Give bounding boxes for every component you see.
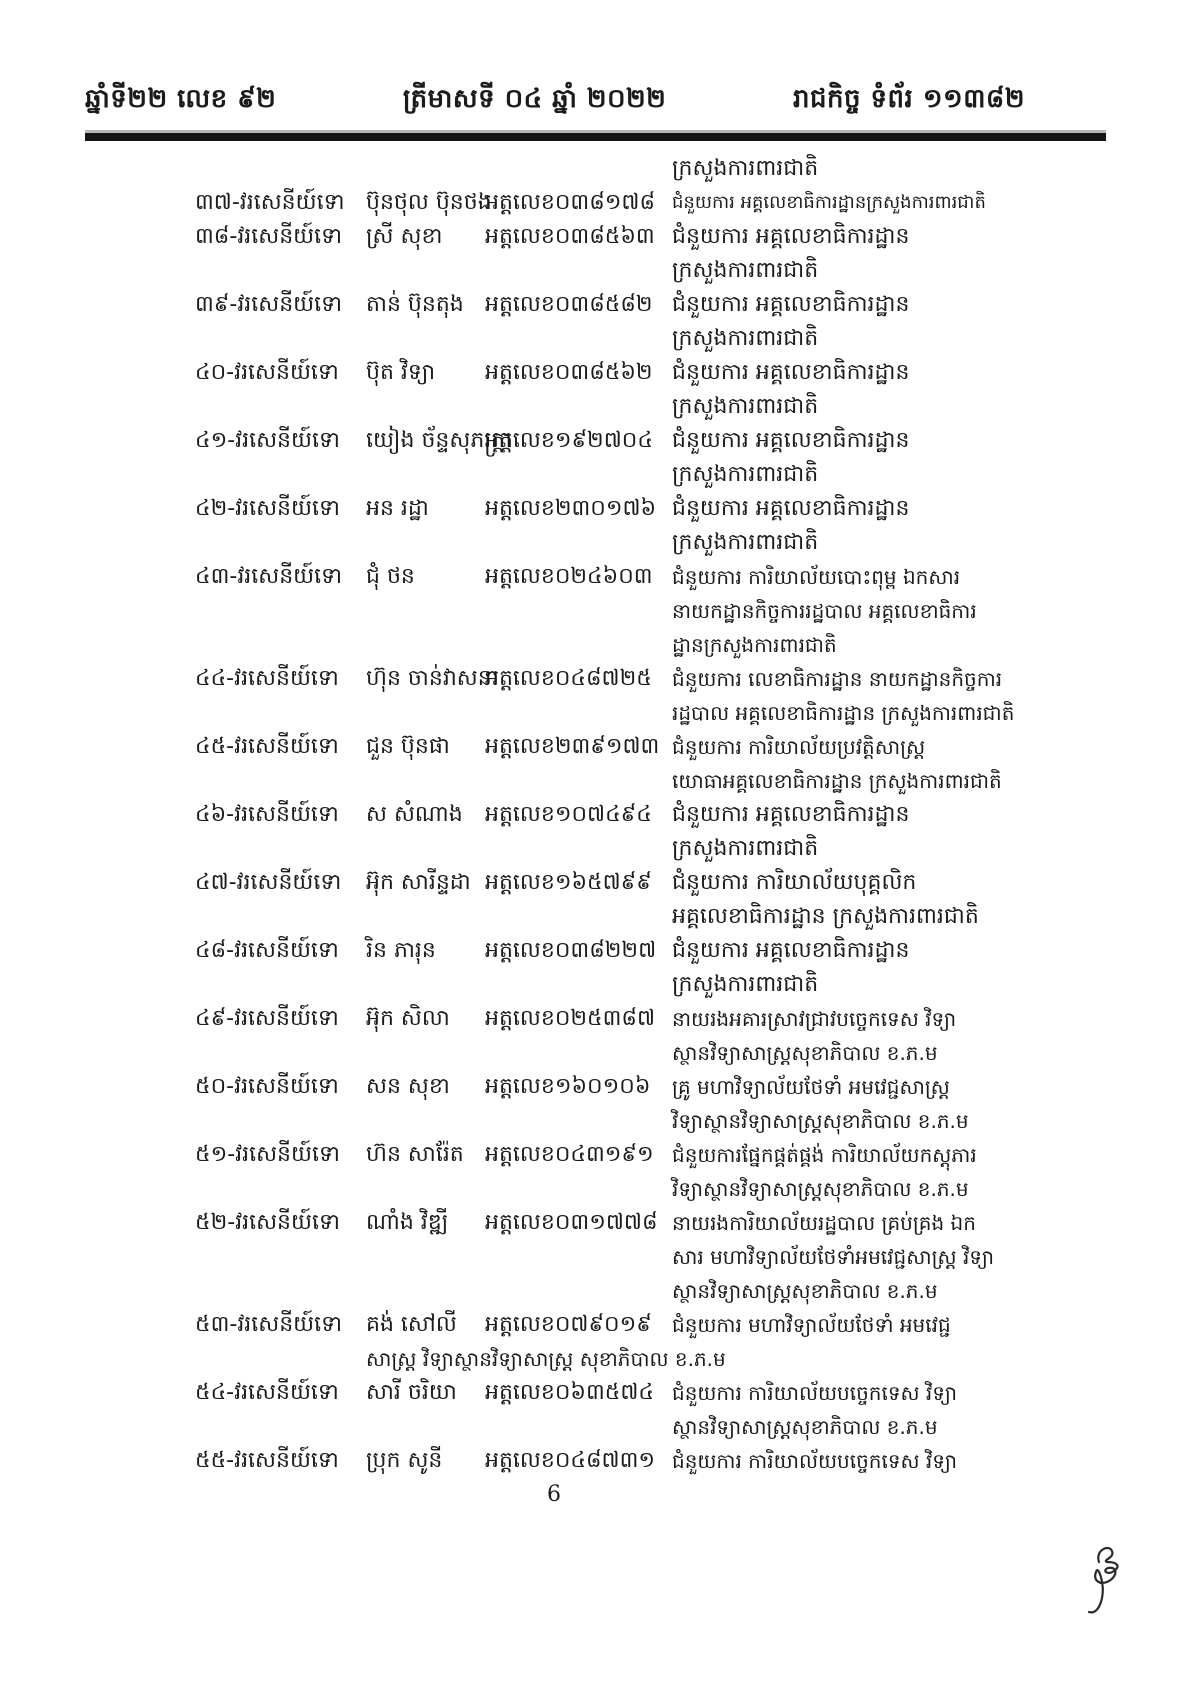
entry-id: អត្តលេខ០៧៩០១៩ [485,1312,652,1337]
entry-description-line: ក្រសួងការពារជាតិ [672,394,819,419]
entry-rank: ៥៤-វរសេនីយ៍ទោ [195,1380,339,1405]
entry-name: ជួន ប៊ុនផា [366,734,450,759]
table-row [195,356,1025,424]
entry-description-line: ស្ថានវិទ្យាសាស្ត្រសុខាភិបាល ខ.ភ.ម [672,1041,938,1065]
entry-description [672,424,1025,492]
entry-description-line: ជំនួយការ ការិយាល័យបច្ចេកទេស វិទ្យា [672,1381,957,1405]
entry-rank: ៤៨-វរសេនីយ៍ទោ [195,938,339,963]
table-row [195,1308,1025,1376]
entry-id: អត្តលេខ០៣៨៥៨២ [485,292,653,317]
entry-description [672,1138,1025,1206]
entry-name: ហ៊ុន ចាន់វាសនា [366,666,499,691]
entry-description-line: ស្ថានវិទ្យាសាស្ត្រសុខាភិបាល ខ.ភ.ម [672,1279,938,1303]
page-number: 6 [547,1482,561,1507]
entries-section [195,152,1025,1512]
entry-rank: ៤៤-វរសេនីយ៍ទោ [195,666,339,691]
entry-description-line: អគ្គលេខាធិការដ្ឋាន ក្រសួងការពារជាតិ [672,904,979,929]
entry-id: អត្តលេខ០៣៨២២៧ [485,938,657,963]
continuation-line: ក្រសួងការពារជាតិ [672,156,819,181]
header-gazette-page: រាជកិច្ច ទំព័រ ១១៣៨២ [792,84,1025,114]
signature-mark [1069,1540,1133,1624]
entry-id: អត្តលេខ១៩២៧០៤ [485,428,653,453]
entry-rank: ៥៥-វរសេនីយ៍ទោ [195,1448,339,1473]
header-year-issue: ឆ្នាំទី២២ លេខ ៩២ [85,84,277,114]
entry-name: អ៊ុក សិលា [366,1006,450,1031]
entry-rank: ៣៨-វរសេនីយ៍ទោ [195,224,343,249]
entry-name: ណាំង វិឌ្ឍី [366,1210,449,1235]
entry-description [672,866,1025,934]
entry-description-line: ក្រសួងការពារជាតិ [672,258,819,283]
table-row [195,186,1025,220]
entry-rank: ៤២-វរសេនីយ៍ទោ [195,496,340,521]
entry-description-line: នាយរងការិយាល័យរដ្ឋបាល គ្រប់គ្រង ឯក [672,1211,976,1235]
entry-name: ប៊ុត វិទ្យា [366,360,436,385]
table-row [195,424,1025,492]
entry-description [672,934,1025,1002]
table-row [195,492,1025,560]
entry-description [672,492,1025,560]
entry-description [672,1376,1025,1444]
entry-rank: ៤៧-វរសេនីយ៍ទោ [195,870,342,895]
entry-description [672,1206,1025,1308]
entry-name: អ៊ុក សារីន្ទដា [366,870,471,895]
entry-rank: ៤៥-វរសេនីយ៍ទោ [195,734,339,759]
table-row [195,730,1025,798]
entry-name: ស្រី សុខា [366,224,443,249]
entry-description [672,730,1025,798]
entry-description-line: ក្រសួងការពារជាតិ [672,836,819,861]
table-row [195,1206,1025,1308]
header-quarter-year: ត្រីមាសទី ០៤ ឆ្នាំ ២០២២ [402,84,667,114]
entry-description-line: ជំនួយការ ការិយាល័យប្រវត្តិសាស្ត្រ [672,735,926,759]
entry-description [672,560,1025,662]
table-row [195,934,1025,1002]
table-row [195,1376,1025,1444]
entry-id: អត្តលេខ២៣០១៧៦ [485,496,657,521]
entry-description-line: ជំនួយការ ការិយាល័យបច្ចេកទេស វិទ្យា [672,1449,957,1473]
entry-id: អត្តលេខ១០៧៤៩៤ [485,802,652,827]
entry-description-line: ក្រសួងការពារជាតិ [672,972,819,997]
entry-description-line: ជំនួយការ មហាវិទ្យាល័យថែទាំ អមវេជ្ជ [672,1313,951,1337]
entry-description-line: ដ្ឋានក្រសួងការពារជាតិ [672,633,837,657]
table-row [195,1070,1025,1138]
entry-description-line: ជំនួយការ អគ្គលេខាធិការដ្ឋាន [672,428,910,453]
entry-name: តាន់ ប៊ុនតុង [366,292,464,317]
entry-description [672,662,1025,730]
entry-description-line: ក្រសួងការពារជាតិ [672,462,819,487]
entry-id: អត្តលេខ២៣៩១៧៣ [485,734,660,759]
entry-name: ជុំ ថន [366,564,415,589]
entry-description [672,1002,1025,1070]
entry-description-line: យោធាអគ្គលេខាធិការដ្ឋាន ក្រសួងការពារជាតិ [672,769,1002,793]
entry-description [672,220,1025,288]
entry-rank: ៣៧-វរសេនីយ៍ទោ [195,190,345,215]
table-row [195,1002,1025,1070]
entry-id: អត្តលេខ០៣៨៥៦៣ [485,224,655,249]
entry-rank: ៤១-វរសេនីយ៍ទោ [195,428,340,453]
header-rule [85,130,1106,141]
entry-name: គង់ សៅលី [366,1312,457,1337]
entry-description-line: ជំនួយការ អគ្គលេខាធិការដ្ឋានក្រសួងការពារជាតិ [672,192,986,213]
entry-description [672,1070,1025,1138]
entry-name: ហ៊ន សារ៉ែត [366,1142,464,1167]
entry-id: អត្តលេខ១៦៥៧៩៩ [485,870,652,895]
entry-name: សន សុខា [366,1074,450,1099]
entry-description-line: ជំនួយការ អគ្គលេខាធិការដ្ឋាន [672,496,910,521]
entry-rank: ៤៣-វរសេនីយ៍ទោ [195,564,343,589]
entry-rank: ៤៩-វរសេនីយ៍ទោ [195,1006,339,1031]
entry-rank: ៥២-វរសេនីយ៍ទោ [195,1210,340,1235]
entry-rank: ៥៣-វរសេនីយ៍ទោ [195,1312,343,1337]
entry-id: អត្តលេខ០៣១៧៧៨ [485,1210,658,1235]
entry-name: ប្រុក សូនី [366,1448,443,1473]
entry-name: រិន ភារុន [366,938,436,963]
page-header [85,82,1025,120]
entries-list [195,186,1025,1478]
entry-name: ប៊ុនថុល ប៊ុនថង [366,190,492,215]
entry-name: អន រដ្ឋា [366,496,429,521]
entry-id: អត្តលេខ០២៥៣៨៧ [485,1006,656,1031]
entry-description [672,356,1025,424]
entry-description-line: ជំនួយការ អគ្គលេខាធិការដ្ឋាន [672,802,910,827]
table-row [195,1444,1025,1478]
table-row [195,662,1025,730]
entry-description-line: ជំនួយការ ការិយាល័យបុគ្គលិក [672,870,917,895]
entry-rank: ៣៩-វរសេនីយ៍ទោ [195,292,343,317]
entry-description-line: វិទ្យាស្ថានវិទ្យាសាស្ត្រសុខាភិបាល ខ.ភ.ម [672,1109,969,1133]
entry-description-line: ជំនួយការ អគ្គលេខាធិការដ្ឋាន [672,938,910,963]
entry-id: អត្តលេខ០២៤៦០៣ [485,564,653,589]
entry-rank: ៥០-វរសេនីយ៍ទោ [195,1074,339,1099]
entry-name: យៀង ច័ន្ទសុភក្រ្តា [366,428,512,453]
entry-description-line: ជំនួយការ អគ្គលេខាធិការដ្ឋាន [672,360,910,385]
entry-description [672,798,1025,866]
entry-id: អត្តលេខ០៤៣១៩១ [485,1142,654,1167]
table-row [195,866,1025,934]
entry-id: អត្តលេខ១៦០១០៦ [485,1074,651,1099]
entry-description [672,1444,1025,1478]
entry-description-line: ជំនួយការផ្នែកផ្គត់ផ្គង់ ការិយាល័យកស្តុភារ [672,1143,977,1167]
entry-name: ស សំណាង [366,802,463,827]
entry-id: អត្តលេខ០៦៣៥៧៤ [485,1380,654,1405]
entry-description-line: នាយរងអគារស្រាវជ្រាវបច្ចេកទេស វិទ្យា [672,1007,957,1031]
entry-rank: ៤៦-វរសេនីយ៍ទោ [195,802,339,827]
entry-description-line: រដ្ឋបាល អគ្គលេខាធិការដ្ឋាន ក្រសួងការពារជាតិ [672,701,1015,725]
entry-id: អត្តលេខ០៣៨៥៦២ [485,360,653,385]
entry-description-line: សារ មហាវិទ្យាល័យថែទាំអមវេជ្ជសាស្ត្រ វិទ្យា [672,1245,994,1269]
entry-id: អត្តលេខ០៤៨៧៣១ [485,1448,656,1473]
entry-description-line: ជំនួយការ អគ្គលេខាធិការដ្ឋាន [672,224,910,249]
table-row [195,288,1025,356]
entry-description [672,186,1025,220]
table-row [195,798,1025,866]
entry-description-line: សាស្ត្រ វិទ្យាស្ថានវិទ្យាសាស្ត្រ សុខាភិបាល ខ.ភ.ម [366,1347,726,1371]
table-row [195,560,1025,662]
entry-description-line: នាយកដ្ឋានកិច្ចការរដ្ឋបាល អគ្គលេខាធិការ [672,599,977,623]
entry-description [672,288,1025,356]
entry-rank: ៤០-វរសេនីយ៍ទោ [195,360,339,385]
entry-description-line: ក្រសួងការពារជាតិ [672,326,819,351]
table-row [195,220,1025,288]
entry-id: អត្តលេខ០៤៨៧២៥ [485,666,652,691]
entry-description-line: ជំនួយការ ការិយាល័យបោះពុម្ព ឯកសារ [672,565,961,589]
entry-rank: ៥១-វរសេនីយ៍ទោ [195,1142,340,1167]
entry-description-line: ជំនួយការ លេខាធិការដ្ឋាន នាយកដ្ឋានកិច្ចការ [672,667,1003,691]
table-row [195,1138,1025,1206]
entry-description-line: ជំនួយការ អគ្គលេខាធិការដ្ឋាន [672,292,910,317]
entry-description-line: ក្រសួងការពារជាតិ [672,530,819,555]
entry-description-line: ស្ថានវិទ្យាសាស្ត្រសុខាភិបាល ខ.ភ.ម [672,1415,938,1439]
entry-description-line: គ្រូ មហាវិទ្យាល័យថែទាំ អមវេជ្ជសាស្ត្រ [672,1075,950,1099]
entry-name: សារី ចរិយា [366,1380,457,1405]
entry-id: អត្តលេខ០៣៨១៧៨ [485,190,656,215]
entry-description-line: វិទ្យាស្ថានវិទ្យាសាស្ត្រសុខាភិបាល ខ.ភ.ម [672,1177,969,1201]
